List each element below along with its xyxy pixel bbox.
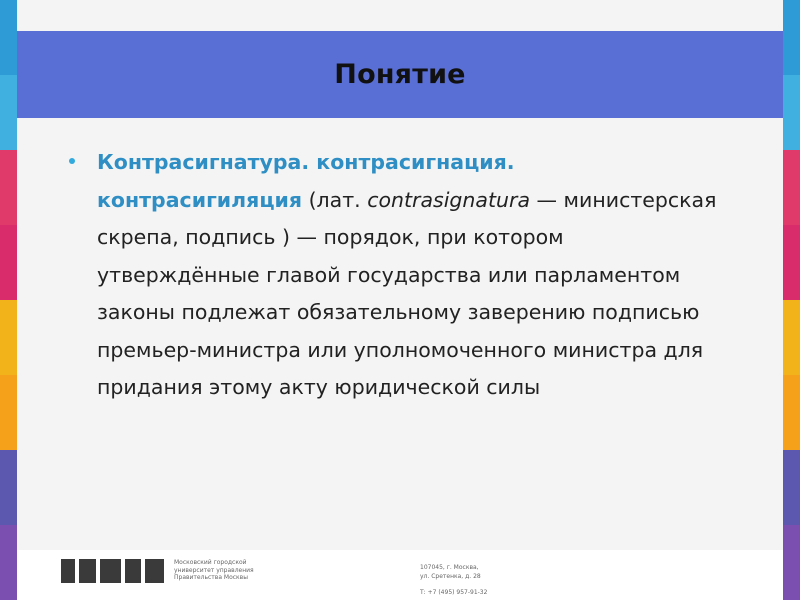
term-text: Контрасигнатура. контрасигнация. контрасигиляция xyxy=(97,150,515,212)
edge-segment xyxy=(783,525,800,600)
edge-segment xyxy=(783,225,800,300)
bullet-dot-icon xyxy=(69,158,75,164)
edge-segment xyxy=(0,525,17,600)
edge-segment xyxy=(783,300,800,375)
edge-segment xyxy=(783,375,800,450)
organization-name xyxy=(174,559,284,582)
definition-text: — министерская скрепа, подпись ) — порядок, при котором утверждённые главой государства или парламентом законы подлежат обязательному заверению подписью премьер-министра или уполномоченного министра для придания этому акту юридической силы xyxy=(97,187,717,399)
org-line: Московский городской xyxy=(174,559,247,566)
slide-content xyxy=(69,144,719,407)
edge-segment xyxy=(0,300,17,375)
edge-segment xyxy=(783,0,800,75)
edge-segment xyxy=(0,225,17,300)
latin-term: contrasignatura xyxy=(367,187,531,212)
edge-segment xyxy=(0,375,17,450)
edge-segment xyxy=(783,450,800,525)
address-line: 107045, г. Москва, xyxy=(420,564,479,571)
edge-segment xyxy=(783,150,800,225)
address-line: ул. Сретенка, д. 28 xyxy=(420,573,481,580)
slide-title: Понятие xyxy=(334,59,466,90)
edge-segment xyxy=(0,75,17,150)
bullet-item xyxy=(69,144,719,407)
bullet-text xyxy=(97,144,719,407)
right-edge-strip xyxy=(783,0,800,600)
slide-footer xyxy=(17,550,783,600)
edge-segment xyxy=(783,75,800,150)
latin-prefix: (лат. xyxy=(302,187,368,212)
org-line: Правительства Москвы xyxy=(174,574,248,581)
left-edge-strip xyxy=(0,0,17,600)
edge-segment xyxy=(0,0,17,75)
address-block xyxy=(420,563,540,597)
title-bar xyxy=(17,31,783,118)
edge-segment xyxy=(0,150,17,225)
phone-number: Т: +7 (495) 957-91-32 xyxy=(420,589,488,596)
university-logo-icon xyxy=(61,559,164,583)
org-line: университет управления xyxy=(174,566,254,574)
edge-segment xyxy=(0,450,17,525)
slide xyxy=(17,0,783,600)
